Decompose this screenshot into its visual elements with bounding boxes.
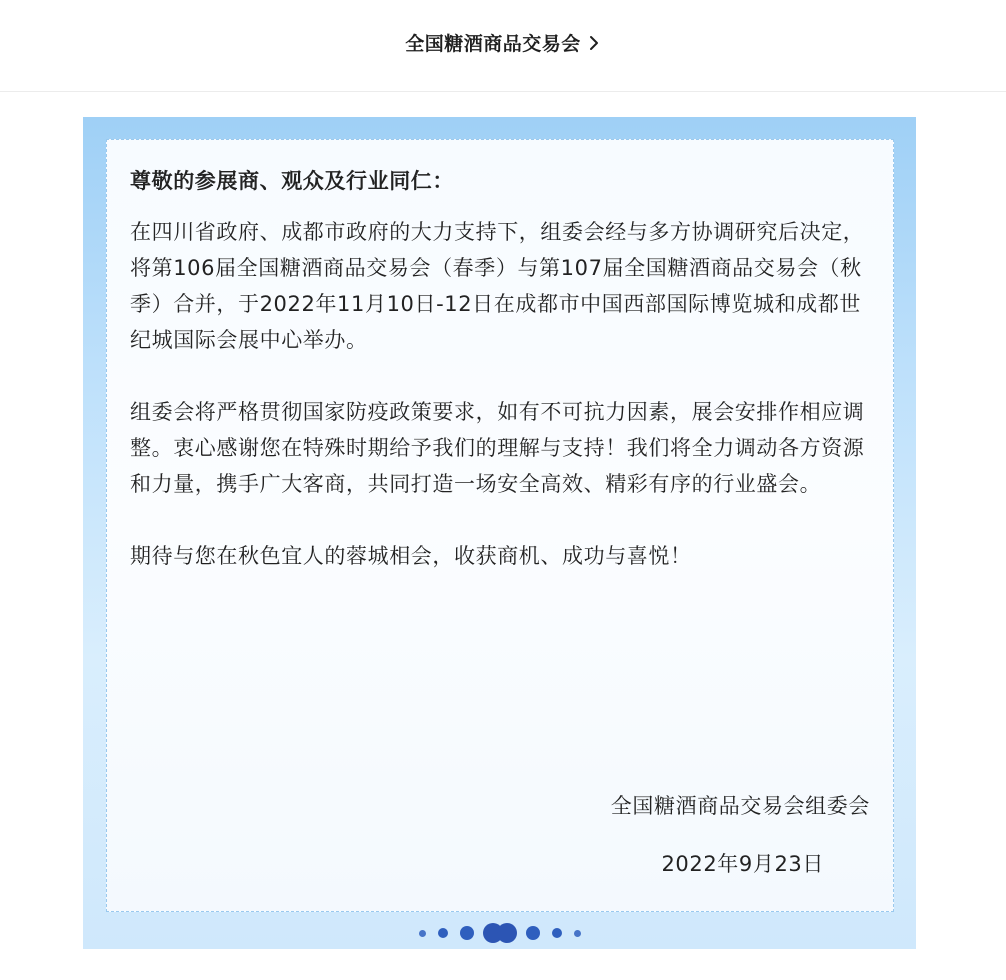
signature-organization: 全国糖酒商品交易会组委会 — [610, 794, 870, 818]
header-title: 全国糖酒商品交易会 — [405, 33, 581, 55]
pager-dot[interactable] — [552, 928, 562, 938]
signature-date: 2022年9月23日 — [661, 852, 824, 876]
paragraph-announcement: 在四川省政府、成都市政府的大力支持下，组委会经与多方协调研究后决定，将第106届全国糖酒商品交易会（春季）与第107届全国糖酒商品交易会（秋季）合并，于2022年11月10日-12日在成都市中国西部国际博览城和成都世纪城国际会展中心举办。 — [130, 220, 865, 352]
notice-letter — [130, 163, 872, 610]
pager-active-dot[interactable] — [486, 923, 514, 943]
pager-dot[interactable] — [419, 930, 426, 937]
paragraph-policy: 组委会将严格贯彻国家防疫政策要求，如有不可抗力因素，展会安排作相应调整。衷心感谢您在特殊时期给予我们的理解与支持！我们将全力调动各方资源和力量，携手广大客商，共同打造一场安全高效、精彩有序的行业盛会。 — [130, 400, 865, 496]
pager-dot[interactable] — [438, 928, 448, 938]
salutation: 尊敬的参展商、观众及行业同仁： — [130, 169, 454, 193]
page-header — [0, 0, 1006, 92]
pager-dot[interactable] — [574, 930, 581, 937]
carousel-pager — [83, 918, 916, 948]
paragraph-closing: 期待与您在秋色宜人的蓉城相会，收获商机、成功与喜悦！ — [130, 544, 692, 568]
pager-dot[interactable] — [526, 926, 540, 940]
chevron-right-icon — [587, 34, 601, 52]
pager-dot-active — [497, 923, 517, 943]
pager-dot[interactable] — [460, 926, 474, 940]
header-title-link[interactable] — [405, 29, 601, 56]
